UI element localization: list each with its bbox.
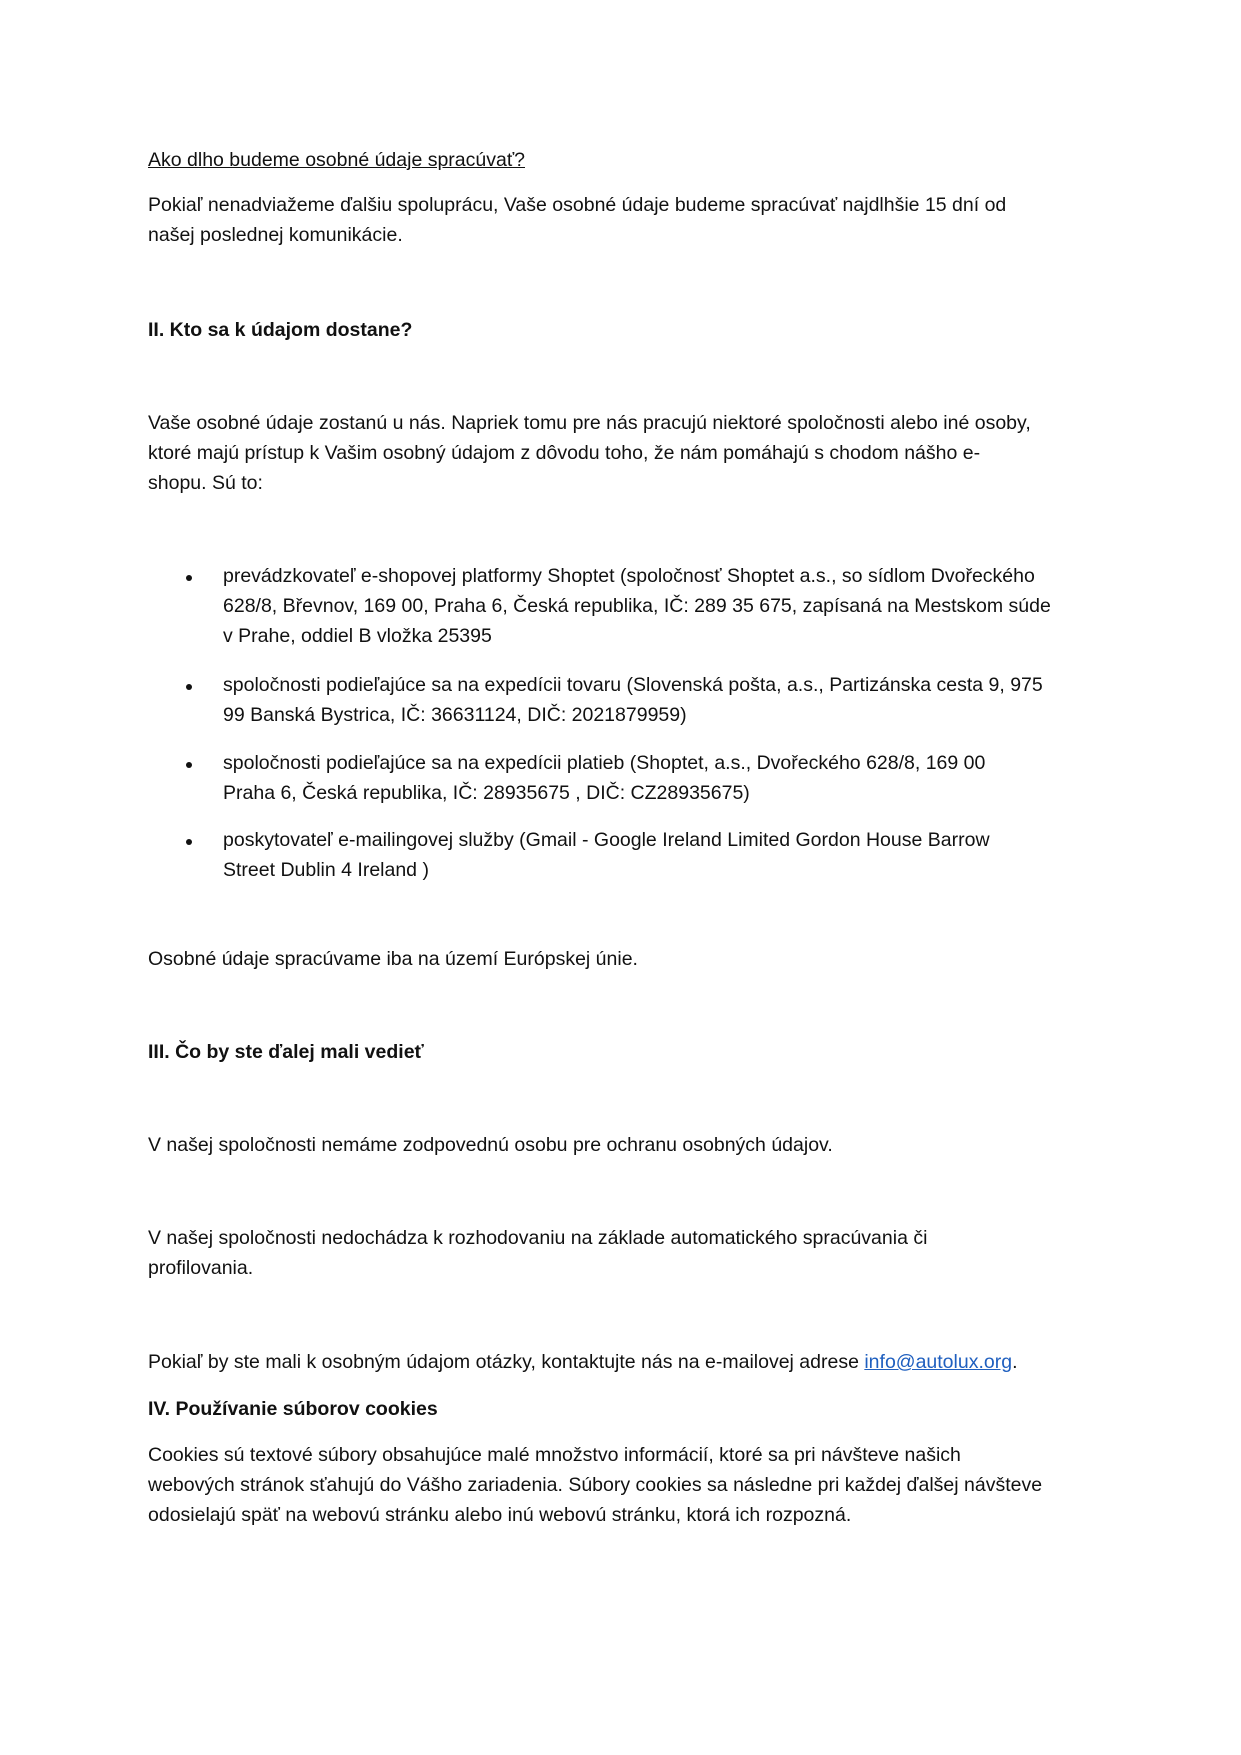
bullet-icon <box>186 575 192 581</box>
contact-text: Pokiaľ by ste mali k osobným údajom otázky, kontaktujte nás na e-mailovej adrese <box>148 1351 865 1373</box>
list-item-line: prevádzkovateľ e-shopovej platformy Shoptet (spoločnosť Shoptet a.s., so sídlom Dvořeckého <box>223 565 1035 587</box>
list-item-line: Praha 6, Česká republika, IČ: 28935675 , DIČ: CZ28935675) <box>223 782 750 804</box>
cookies-line: odosielajú späť na webovú stránku alebo inú webovú stránku, ktorá ich rozpozná. <box>148 1504 852 1526</box>
dpo-note: V našej spoločnosti nemáme zodpovednú osobu pre ochranu osobných údajov. <box>148 1134 833 1156</box>
contact-paragraph <box>148 1347 1108 1377</box>
automated-decision-line: V našej spoločnosti nedochádza k rozhodovaniu na základe automatického spracúvania či <box>148 1227 928 1249</box>
automated-decision-note <box>148 1223 1108 1283</box>
bullet-icon <box>186 684 192 690</box>
section-4-heading: IV. Používanie súborov cookies <box>148 1398 438 1420</box>
section-2-intro-line: Vaše osobné údaje zostanú u nás. Napriek tomu pre nás pracujú niektoré spoločnosti alebo iné osoby, <box>148 412 1031 434</box>
list-item-text <box>223 670 1103 730</box>
list-item-line: poskytovateľ e-mailingovej služby (Gmail - Google Ireland Limited Gordon House Barrow <box>223 829 990 851</box>
list-item-text <box>223 748 1103 808</box>
list-item-line: v Prahe, oddiel B vložka 25395 <box>223 625 492 647</box>
bullet-icon <box>186 762 192 768</box>
contact-suffix: . <box>1012 1351 1018 1373</box>
retention-heading: Ako dlho budeme osobné údaje spracúvať? <box>148 149 525 171</box>
section-2-intro-line: shopu. Sú to: <box>148 472 263 494</box>
section-2-heading: II. Kto sa k údajom dostane? <box>148 319 413 341</box>
bullet-icon <box>186 839 192 845</box>
contact-email-link[interactable]: info@autolux.org <box>864 1351 1013 1373</box>
cookies-paragraph <box>148 1440 1108 1530</box>
list-item-text <box>223 825 1103 885</box>
list-item-text <box>223 561 1103 651</box>
cookies-line: webových stránok sťahujú do Vášho zariadenia. Súbory cookies sa následne pri každej ďalšej návšteve <box>148 1474 1043 1496</box>
retention-line: našej poslednej komunikácie. <box>148 224 403 246</box>
automated-decision-line: profilovania. <box>148 1257 254 1279</box>
list-item-line: 628/8, Břevnov, 169 00, Praha 6, Česká republika, IČ: 289 35 675, zapísaná na Mestskom súde <box>223 595 1051 617</box>
list-item-line: spoločnosti podieľajúce sa na expedícii platieb (Shoptet, a.s., Dvořeckého 628/8, 169 00 <box>223 752 986 774</box>
section-2-intro <box>148 408 1108 498</box>
eu-processing-note: Osobné údaje spracúvame iba na území Európskej únie. <box>148 948 638 970</box>
section-3-heading: III. Čo by ste ďalej mali vedieť <box>148 1041 424 1063</box>
list-item-line: Street Dublin 4 Ireland ) <box>223 859 429 881</box>
list-item-line: spoločnosti podieľajúce sa na expedícii tovaru (Slovenská pošta, a.s., Partizánska cesta 9, 975 <box>223 674 1043 696</box>
section-2-intro-line: ktoré majú prístup k Vašim osobný údajom z dôvodu toho, že nám pomáhajú s chodom nášho e- <box>148 442 981 464</box>
retention-line: Pokiaľ nenadviažeme ďalšiu spoluprácu, Vaše osobné údaje budeme spracúvať najdlhšie 15 dní od <box>148 194 1007 216</box>
cookies-line: Cookies sú textové súbory obsahujúce malé množstvo informácií, ktoré sa pri návšteve našich <box>148 1444 961 1466</box>
retention-paragraph <box>148 190 1108 250</box>
list-item-line: 99 Banská Bystrica, IČ: 36631124, DIČ: 2021879959) <box>223 704 687 726</box>
